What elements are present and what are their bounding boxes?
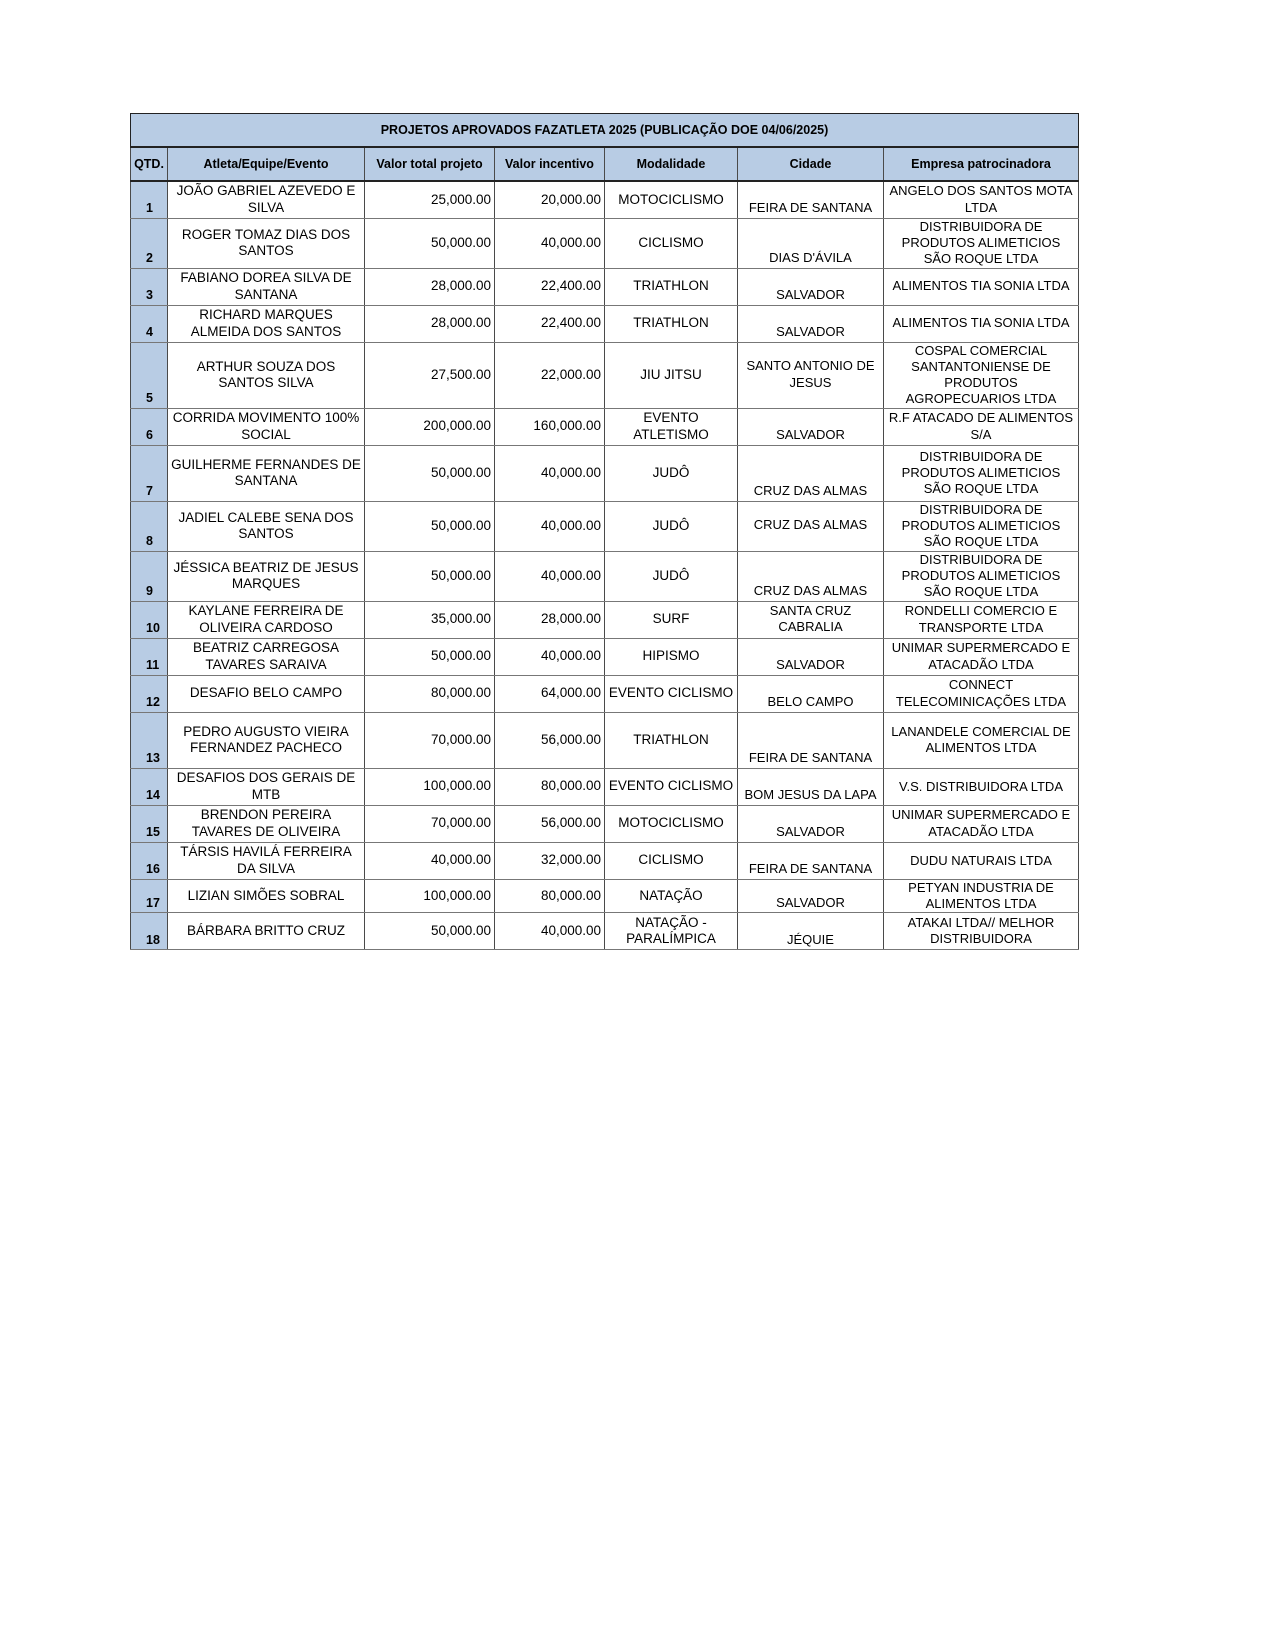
table-row: [131, 551, 1079, 601]
row-total-value: 50,000.00: [365, 913, 495, 950]
row-city: FEIRA DE SANTANA: [738, 712, 884, 768]
row-athlete-name: KAYLANE FERREIRA DE OLIVEIRA CARDOSO: [168, 601, 365, 638]
row-athlete-name: PEDRO AUGUSTO VIEIRA FERNANDEZ PACHECO: [168, 712, 365, 768]
row-qtd: 10: [131, 601, 168, 638]
row-athlete-name: DESAFIOS DOS GERAIS DE MTB: [168, 768, 365, 805]
row-modality: TRIATHLON: [605, 305, 738, 342]
row-athlete-name: LIZIAN SIMÕES SOBRAL: [168, 879, 365, 913]
row-sponsor: ATAKAI LTDA// MELHOR DISTRIBUIDORA: [884, 913, 1079, 950]
table-row: [131, 842, 1079, 879]
row-qtd: 7: [131, 445, 168, 501]
row-athlete-name: DESAFIO BELO CAMPO: [168, 675, 365, 712]
row-athlete-name: BEATRIZ CARREGOSA TAVARES SARAIVA: [168, 638, 365, 675]
row-modality: TRIATHLON: [605, 712, 738, 768]
table-row: [131, 342, 1079, 408]
row-city: FEIRA DE SANTANA: [738, 181, 884, 218]
row-sponsor: RONDELLI COMERCIO E TRANSPORTE LTDA: [884, 601, 1079, 638]
row-sponsor: DISTRIBUIDORA DE PRODUTOS ALIMETICIOS SÃO ROQUE LTDA: [884, 218, 1079, 268]
row-modality: MOTOCICLISMO: [605, 181, 738, 218]
table-row: [131, 805, 1079, 842]
row-city: JÉQUIE: [738, 913, 884, 950]
column-header-row: [131, 147, 1079, 181]
row-qtd: 8: [131, 501, 168, 551]
row-total-value: 100,000.00: [365, 768, 495, 805]
row-qtd: 3: [131, 268, 168, 305]
table-title: PROJETOS APROVADOS FAZATLETA 2025 (PUBLICAÇÃO DOE 04/06/2025): [131, 114, 1079, 148]
column-header-incentive-value: Valor incentivo: [495, 147, 605, 181]
row-total-value: 50,000.00: [365, 445, 495, 501]
row-modality: JIU JITSU: [605, 342, 738, 408]
table-row: [131, 181, 1079, 218]
row-modality: SURF: [605, 601, 738, 638]
table-row: [131, 445, 1079, 501]
column-header-qtd: QTD.: [131, 147, 168, 181]
column-header-city: Cidade: [738, 147, 884, 181]
row-incentive-value: 56,000.00: [495, 712, 605, 768]
row-athlete-name: GUILHERME FERNANDES DE SANTANA: [168, 445, 365, 501]
row-sponsor: DISTRIBUIDORA DE PRODUTOS ALIMETICIOS SÃO ROQUE LTDA: [884, 551, 1079, 601]
row-total-value: 50,000.00: [365, 501, 495, 551]
row-incentive-value: 22,000.00: [495, 342, 605, 408]
row-modality: MOTOCICLISMO: [605, 805, 738, 842]
row-modality: EVENTO CICLISMO: [605, 768, 738, 805]
row-city: SALVADOR: [738, 638, 884, 675]
table-row: [131, 638, 1079, 675]
row-sponsor: COSPAL COMERCIAL SANTANTONIENSE DE PRODUTOS AGROPECUARIOS LTDA: [884, 342, 1079, 408]
row-incentive-value: 22,400.00: [495, 305, 605, 342]
row-modality: TRIATHLON: [605, 268, 738, 305]
table-row: [131, 501, 1079, 551]
row-modality: NATAÇÃO - PARALÍMPICA: [605, 913, 738, 950]
row-sponsor: ALIMENTOS TIA SONIA LTDA: [884, 268, 1079, 305]
row-qtd: 18: [131, 913, 168, 950]
row-qtd: 12: [131, 675, 168, 712]
row-incentive-value: 32,000.00: [495, 842, 605, 879]
row-total-value: 100,000.00: [365, 879, 495, 913]
approved-projects-table: [130, 113, 1079, 950]
row-athlete-name: FABIANO DOREA SILVA DE SANTANA: [168, 268, 365, 305]
row-city: SANTA CRUZ CABRALIA: [738, 601, 884, 638]
row-athlete-name: ROGER TOMAZ DIAS DOS SANTOS: [168, 218, 365, 268]
row-total-value: 70,000.00: [365, 712, 495, 768]
table-row: [131, 408, 1079, 445]
row-sponsor: PETYAN INDUSTRIA DE ALIMENTOS LTDA: [884, 879, 1079, 913]
row-total-value: 70,000.00: [365, 805, 495, 842]
row-total-value: 50,000.00: [365, 218, 495, 268]
row-total-value: 50,000.00: [365, 551, 495, 601]
row-qtd: 4: [131, 305, 168, 342]
row-city: SALVADOR: [738, 305, 884, 342]
row-qtd: 11: [131, 638, 168, 675]
row-incentive-value: 40,000.00: [495, 218, 605, 268]
row-qtd: 16: [131, 842, 168, 879]
row-city: CRUZ DAS ALMAS: [738, 551, 884, 601]
row-modality: CICLISMO: [605, 842, 738, 879]
row-modality: EVENTO ATLETISMO: [605, 408, 738, 445]
row-incentive-value: 40,000.00: [495, 551, 605, 601]
row-qtd: 14: [131, 768, 168, 805]
row-qtd: 17: [131, 879, 168, 913]
row-city: SALVADOR: [738, 805, 884, 842]
row-athlete-name: BRENDON PEREIRA TAVARES DE OLIVEIRA: [168, 805, 365, 842]
row-city: CRUZ DAS ALMAS: [738, 445, 884, 501]
row-city: BELO CAMPO: [738, 675, 884, 712]
table-row: [131, 768, 1079, 805]
row-city: SANTO ANTONIO DE JESUS: [738, 342, 884, 408]
table-body: [131, 181, 1079, 950]
column-header-sponsor: Empresa patrocinadora: [884, 147, 1079, 181]
row-qtd: 6: [131, 408, 168, 445]
row-sponsor: V.S. DISTRIBUIDORA LTDA: [884, 768, 1079, 805]
row-sponsor: CONNECT TELECOMINICAÇÕES LTDA: [884, 675, 1079, 712]
row-incentive-value: 64,000.00: [495, 675, 605, 712]
row-incentive-value: 40,000.00: [495, 913, 605, 950]
row-athlete-name: CORRIDA MOVIMENTO 100% SOCIAL: [168, 408, 365, 445]
row-incentive-value: 160,000.00: [495, 408, 605, 445]
row-incentive-value: 20,000.00: [495, 181, 605, 218]
row-total-value: 40,000.00: [365, 842, 495, 879]
row-sponsor: LANANDELE COMERCIAL DE ALIMENTOS LTDA: [884, 712, 1079, 768]
row-athlete-name: TÁRSIS HAVILÁ FERREIRA DA SILVA: [168, 842, 365, 879]
row-modality: JUDÔ: [605, 501, 738, 551]
table-row: [131, 913, 1079, 950]
row-qtd: 15: [131, 805, 168, 842]
row-sponsor: UNIMAR SUPERMERCADO E ATACADÃO LTDA: [884, 805, 1079, 842]
row-athlete-name: RICHARD MARQUES ALMEIDA DOS SANTOS: [168, 305, 365, 342]
row-sponsor: ANGELO DOS SANTOS MOTA LTDA: [884, 181, 1079, 218]
row-qtd: 5: [131, 342, 168, 408]
approved-projects-document: [130, 113, 1078, 950]
row-athlete-name: JADIEL CALEBE SENA DOS SANTOS: [168, 501, 365, 551]
row-incentive-value: 80,000.00: [495, 879, 605, 913]
table-row: [131, 879, 1079, 913]
row-total-value: 27,500.00: [365, 342, 495, 408]
table-row: [131, 305, 1079, 342]
row-total-value: 25,000.00: [365, 181, 495, 218]
row-sponsor: DISTRIBUIDORA DE PRODUTOS ALIMETICIOS SÃO ROQUE LTDA: [884, 501, 1079, 551]
row-incentive-value: 80,000.00: [495, 768, 605, 805]
row-incentive-value: 28,000.00: [495, 601, 605, 638]
row-total-value: 50,000.00: [365, 638, 495, 675]
row-modality: HIPISMO: [605, 638, 738, 675]
row-total-value: 200,000.00: [365, 408, 495, 445]
table-row: [131, 218, 1079, 268]
row-sponsor: UNIMAR SUPERMERCADO E ATACADÃO LTDA: [884, 638, 1079, 675]
row-modality: NATAÇÃO: [605, 879, 738, 913]
row-modality: CICLISMO: [605, 218, 738, 268]
row-total-value: 28,000.00: [365, 305, 495, 342]
row-athlete-name: JOÃO GABRIEL AZEVEDO E SILVA: [168, 181, 365, 218]
row-athlete-name: JÉSSICA BEATRIZ DE JESUS MARQUES: [168, 551, 365, 601]
row-qtd: 13: [131, 712, 168, 768]
row-sponsor: R.F ATACADO DE ALIMENTOS S/A: [884, 408, 1079, 445]
row-athlete-name: ARTHUR SOUZA DOS SANTOS SILVA: [168, 342, 365, 408]
row-city: SALVADOR: [738, 268, 884, 305]
column-header-total-value: Valor total projeto: [365, 147, 495, 181]
row-city: SALVADOR: [738, 408, 884, 445]
row-total-value: 28,000.00: [365, 268, 495, 305]
row-incentive-value: 56,000.00: [495, 805, 605, 842]
row-qtd: 2: [131, 218, 168, 268]
table-title-row: [131, 114, 1079, 148]
row-city: BOM JESUS DA LAPA: [738, 768, 884, 805]
row-modality: EVENTO CICLISMO: [605, 675, 738, 712]
row-city: FEIRA DE SANTANA: [738, 842, 884, 879]
row-sponsor: DUDU NATURAIS LTDA: [884, 842, 1079, 879]
row-total-value: 80,000.00: [365, 675, 495, 712]
row-incentive-value: 40,000.00: [495, 445, 605, 501]
row-sponsor: DISTRIBUIDORA DE PRODUTOS ALIMETICIOS SÃO ROQUE LTDA: [884, 445, 1079, 501]
row-city: SALVADOR: [738, 879, 884, 913]
row-qtd: 9: [131, 551, 168, 601]
table-row: [131, 268, 1079, 305]
row-sponsor: ALIMENTOS TIA SONIA LTDA: [884, 305, 1079, 342]
row-incentive-value: 40,000.00: [495, 501, 605, 551]
row-qtd: 1: [131, 181, 168, 218]
row-total-value: 35,000.00: [365, 601, 495, 638]
table-row: [131, 712, 1079, 768]
row-modality: JUDÔ: [605, 551, 738, 601]
row-city: DIAS D'ÁVILA: [738, 218, 884, 268]
column-header-athlete: Atleta/Equipe/Evento: [168, 147, 365, 181]
row-incentive-value: 22,400.00: [495, 268, 605, 305]
table-row: [131, 601, 1079, 638]
table-row: [131, 675, 1079, 712]
row-modality: JUDÔ: [605, 445, 738, 501]
row-athlete-name: BÁRBARA BRITTO CRUZ: [168, 913, 365, 950]
column-header-modality: Modalidade: [605, 147, 738, 181]
row-incentive-value: 40,000.00: [495, 638, 605, 675]
row-city: CRUZ DAS ALMAS: [738, 501, 884, 551]
